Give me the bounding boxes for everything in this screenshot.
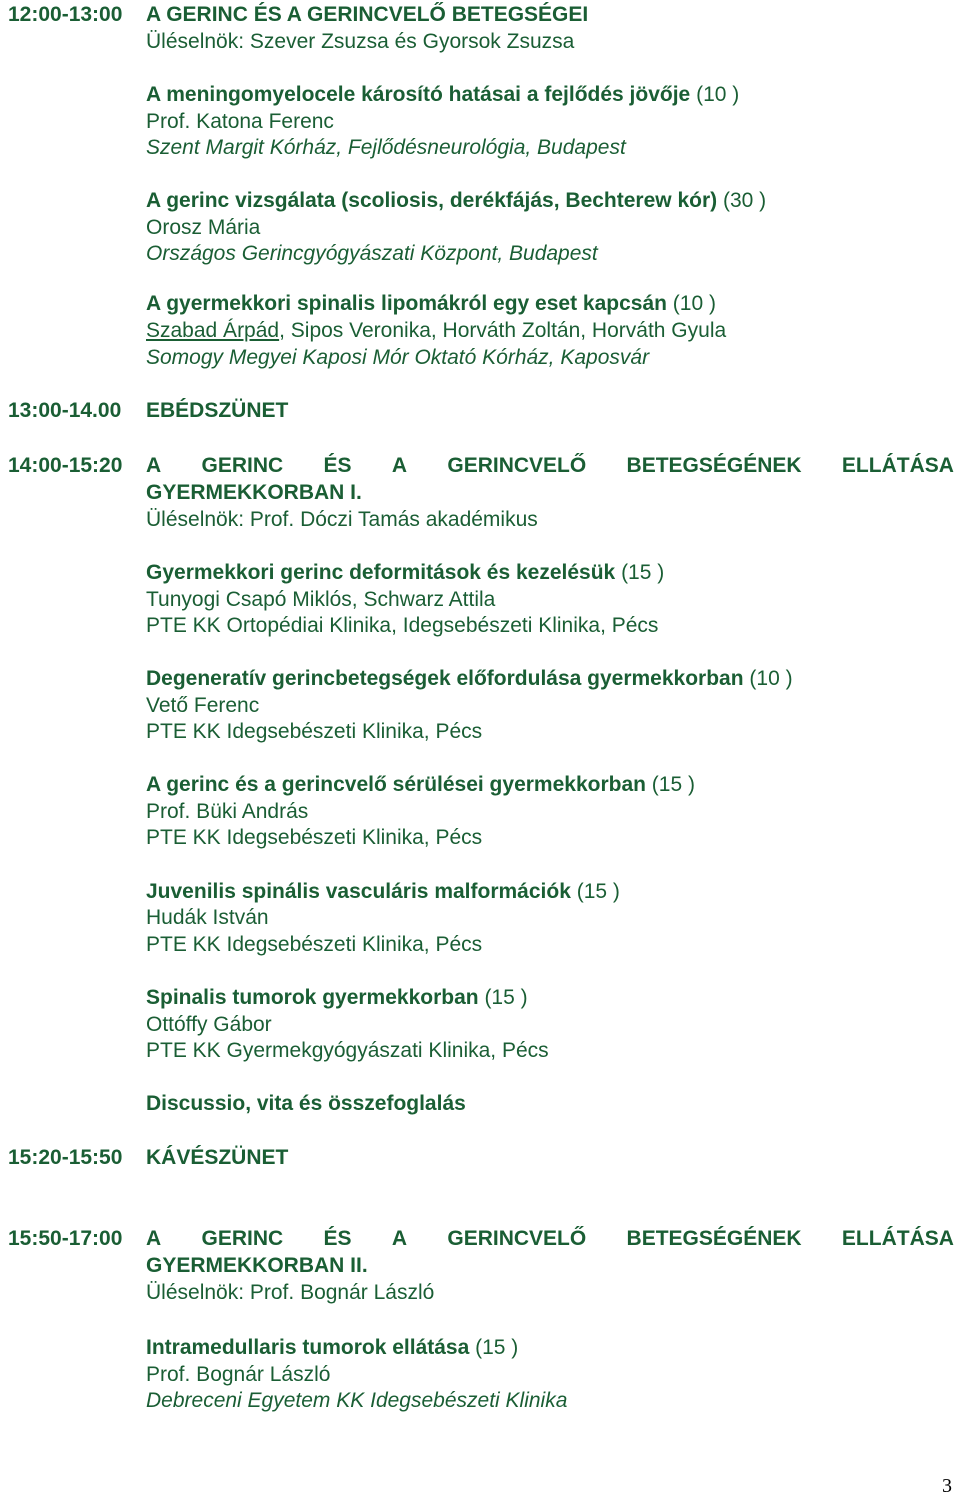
talk-title: [146, 985, 528, 1011]
talk-institution: Országos Gerincgyógyászati Központ, Budapest: [146, 242, 598, 265]
break-time: 15:20-15:50: [8, 1146, 123, 1169]
co-authors: , Sipos Veronika, Horváth Zoltán, Horváth Gyula: [279, 319, 727, 342]
talk-duration: (30 ): [717, 189, 767, 212]
title-word: ELLÁTÁSA: [841, 1227, 954, 1250]
session-chair: Üléselnök: Prof. Bognár László: [146, 1281, 435, 1304]
talk-institution: Somogy Megyei Kaposi Mór Oktató Kórház, Kaposvár: [146, 346, 650, 369]
talk-authors: Prof. Bognár László: [146, 1363, 331, 1386]
talk-duration: (10 ): [690, 83, 740, 106]
talk-title: [146, 291, 716, 317]
title-word: GERINC: [201, 454, 284, 477]
session-title-continued: GYERMEKKORBAN II.: [146, 1254, 368, 1277]
talk-duration: (15 ): [478, 986, 528, 1009]
discussion: Discussio, vita és összefoglalás: [146, 1092, 466, 1115]
page-number: 3: [942, 1475, 952, 1497]
talk-authors: Ottóffy Gábor: [146, 1013, 272, 1036]
break-title: KÁVÉSZÜNET: [146, 1146, 289, 1169]
session-time: 12:00-13:00: [8, 3, 123, 26]
talk-duration: (10 ): [743, 667, 793, 690]
talk-authors: Prof. Büki András: [146, 800, 309, 823]
session-title: [146, 1226, 954, 1252]
title-word: A: [391, 454, 408, 477]
talk-authors: Prof. Katona Ferenc: [146, 110, 334, 133]
talk-institution: PTE KK Idegsebészeti Klinika, Pécs: [146, 720, 483, 743]
break-title: EBÉDSZÜNET: [146, 399, 289, 422]
talk-title-text: A meningomyelocele károsító hatásai a fejlődés jövője: [146, 83, 691, 106]
talk-institution: PTE KK Gyermekgyógyászati Klinika, Pécs: [146, 1039, 549, 1062]
talk-authors: Tunyogi Csapó Miklós, Schwarz Attila: [146, 588, 496, 611]
title-word: A: [146, 1227, 162, 1250]
presenting-author: Szabad Árpád: [146, 319, 280, 342]
title-word: ÉS: [323, 454, 352, 477]
talk-duration: (15 ): [645, 773, 695, 796]
talk-title: [146, 188, 766, 214]
talk-title: [146, 82, 739, 108]
talk-institution: PTE KK Idegsebészeti Klinika, Pécs: [146, 826, 483, 849]
break-time: 13:00-14.00: [8, 399, 122, 422]
title-word: GERINC: [201, 1227, 284, 1250]
talk-authors: Orosz Mária: [146, 216, 261, 239]
talk-authors: Vető Ferenc: [146, 694, 260, 717]
title-word: BETEGSÉGÉNEK: [626, 1227, 802, 1250]
title-word: ELLÁTÁSA: [841, 454, 954, 477]
talk-title: [146, 1335, 518, 1361]
talk-duration: (15 ): [469, 1336, 519, 1359]
session-time: 15:50-17:00: [8, 1227, 123, 1250]
session-title-continued: GYERMEKKORBAN I.: [146, 481, 362, 504]
talk-title: [146, 772, 695, 798]
talk-title-text: Gyermekkori gerinc deformitások és kezelésük: [146, 561, 616, 584]
talk-title-text: Degeneratív gerincbetegségek előfordulása gyermekkorban: [146, 667, 744, 690]
talk-duration: (10 ): [666, 292, 716, 315]
session-title: [146, 453, 954, 479]
title-word: GERINCVELŐ: [447, 1227, 587, 1250]
talk-institution: PTE KK Idegsebészeti Klinika, Pécs: [146, 933, 483, 956]
title-word: A: [146, 454, 162, 477]
talk-institution: PTE KK Ortopédiai Klinika, Idegsebészeti Klinika, Pécs: [146, 614, 659, 637]
title-word: GERINCVELŐ: [447, 454, 587, 477]
session-time: 14:00-15:20: [8, 454, 123, 477]
talk-institution: Debreceni Egyetem KK Idegsebészeti Klinika: [146, 1389, 568, 1412]
talk-duration: (15 ): [615, 561, 665, 584]
talk-title-text: A gerinc és a gerincvelő sérülései gyermekkorban: [146, 773, 646, 796]
talk-title-text: A gerinc vizsgálata (scoliosis, derékfájás, Bechterew kór): [146, 189, 718, 212]
session-chair: Üléselnök: Prof. Dóczi Tamás akadémikus: [146, 508, 538, 531]
talk-title: [146, 560, 664, 586]
talk-title-text: Intramedullaris tumorok ellátása: [146, 1336, 470, 1359]
talk-institution: Szent Margit Kórház, Fejlődésneurológia, Budapest: [146, 136, 626, 159]
talk-title: [146, 879, 620, 905]
talk-title: [146, 666, 793, 692]
talk-authors: Hudák István: [146, 906, 269, 929]
talk-title-text: Juvenilis spinális vasculáris malformációk: [146, 880, 571, 903]
talk-title-text: A gyermekkori spinalis lipomákról egy eset kapcsán: [146, 292, 667, 315]
title-word: BETEGSÉGÉNEK: [626, 454, 802, 477]
talk-title-text: Spinalis tumorok gyermekkorban: [146, 986, 479, 1009]
talk-duration: (15 ): [570, 880, 620, 903]
session-title: A GERINC ÉS A GERINCVELŐ BETEGSÉGEI: [146, 3, 589, 26]
title-word: ÉS: [323, 1227, 352, 1250]
title-word: A: [391, 1227, 408, 1250]
session-chair: Üléselnök: Szever Zsuzsa és Gyorsok Zsuzsa: [146, 30, 575, 53]
talk-authors: [146, 318, 726, 344]
